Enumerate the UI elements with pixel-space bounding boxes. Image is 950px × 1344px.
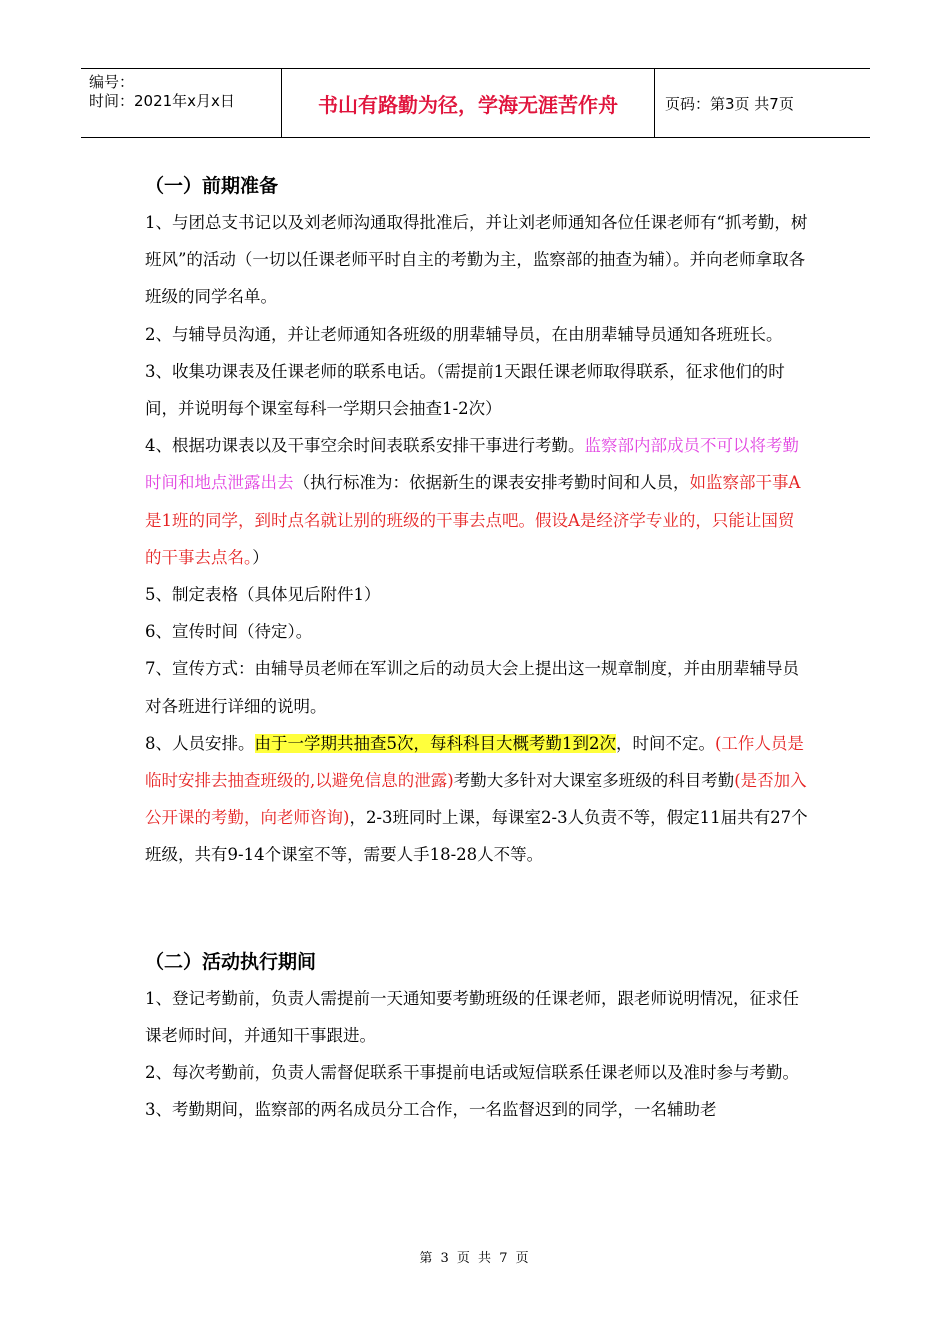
item-4-text: 4、根据功课表以及干事空余时间表联系安排干事进行考勤。: [145, 436, 585, 456]
header-motto: 书山有路勤为径，学海无涯苦作舟: [282, 69, 655, 137]
section-1-item-3: 3、收集功课表及任课老师的联系电话。（需提前1天跟任课老师取得联系，征求他们的时间，并说明每个课室每科一学期只会抽查1-2次）: [145, 361, 785, 419]
section-1-item-5: 5、制定表格（具体见后附件1）: [145, 585, 381, 605]
page-footer: 第 3 页 共 7 页: [419, 1251, 531, 1266]
item-4-standard: （执行标准为：依据新生的课表安排考勤时间和人员，: [293, 473, 690, 493]
section-1-item-4: [145, 427, 810, 576]
item-8-text: 8、人员安排。: [145, 733, 255, 753]
item-8-staffing: ，2-3班同时上课，每课室2-3人负责不等，假定11届共有27个班级，共有9-14个课室不等，需要人手18-28人不等。: [145, 808, 808, 865]
item-8-scope: 考勤大多针对大课室多班级的科目考勤: [453, 771, 735, 791]
item-8-time: ，时间不定。: [616, 733, 715, 753]
section-1-item-7: 7、宣传方式：由辅导员老师在军训之后的动员大会上提出这一规章制度，并由朋辈辅导员对各班进行详细的说明。: [145, 659, 799, 716]
item-4-confidential-note: 监察部内部成员不可以将考勤时间和地点泄露出去: [145, 436, 799, 493]
time-label: 时间：2021年x月x日: [89, 92, 235, 110]
item-4-close: ）: [252, 547, 269, 567]
document-body: [145, 168, 810, 1128]
header-page-info: 页码：第3页 共7页: [665, 94, 794, 113]
item-8-highlight: 由于一学期共抽查5次，每科科目大概考勤1到2次: [254, 733, 616, 753]
page-header: [81, 68, 870, 138]
section-2-item-3: 3、考勤期间，监察部的两名成员分工合作，一名监督迟到的同学，一名辅助老: [145, 1100, 717, 1120]
section-2-item-1: 1、登记考勤前，负责人需提前一天通知要考勤班级的任课老师，跟老师说明情况，征求任课老师时间，并通知干事跟进。: [145, 988, 799, 1045]
number-label: 编号：: [89, 73, 135, 91]
section-2-item-2: 2、每次考勤前，负责人需督促联系干事提前电话或短信联系任课老师以及准时参与考勤。: [145, 1063, 799, 1083]
section-1-item-8: [145, 725, 810, 874]
item-8-note: (工作人员是临时安排去抽查班级的,以避免信息的泄露): [145, 733, 804, 791]
item-4-example: 如监察部干事A是1班的同学，到时点名就让别的班级的干事去点吧。假设A是经济学专业的，只能让国贸的干事去点名。: [145, 473, 801, 567]
header-meta: [81, 69, 282, 137]
section-1-item-2: 2、与辅导员沟通，并让老师通知各班级的朋辈辅导员，在由朋辈辅导员通知各班班长。: [145, 324, 783, 344]
item-8-question: (是否加入公开课的考勤，向老师咨询): [145, 771, 807, 828]
section-1-item-1: 1、与团总支书记以及刘老师沟通取得批准后，并让刘老师通知各位任课老师有“抓考勤，树班风”的活动（一切以任课老师平时自主的考勤为主，监察部的抽查为辅）。并向老师拿取各班级的同学名单。: [145, 213, 808, 307]
section-2-title: （二）活动执行期间: [145, 950, 317, 973]
section-1-item-6: 6、宣传时间（待定）。: [145, 622, 313, 642]
section-1-title: （一）前期准备: [145, 175, 279, 197]
